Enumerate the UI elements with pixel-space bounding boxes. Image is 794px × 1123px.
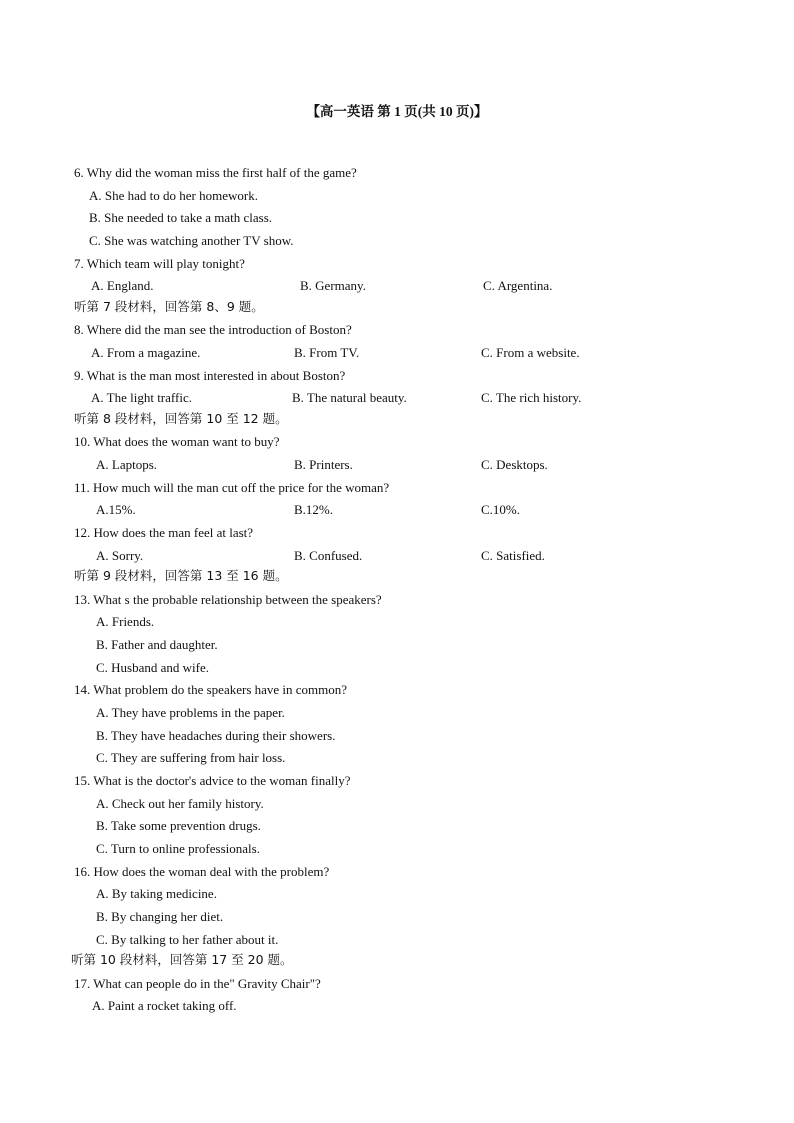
question-11-option-a: A.15%. [96,502,136,517]
question-11-option-c: C.10%. [481,502,520,517]
question-6-option-a: A. She had to do her homework. [89,188,258,203]
question-12-option-b: B. Confused. [294,548,363,563]
question-12-option-a: A. Sorry. [96,548,144,563]
section-8-heading: 听第 8 段材料，回答第 10 至 12 题。 [74,411,288,426]
question-7-option-b: B. Germany. [300,278,366,293]
question-17-option-a: A. Paint a rocket taking off. [92,998,237,1013]
question-16-option-c: C. By talking to her father about it. [96,932,279,947]
question-8-option-c: C. From a website. [481,345,580,360]
question-9-option-b: B. The natural beauty. [292,390,407,405]
question-7: 7. Which team will play tonight? [74,256,245,271]
question-9-option-c: C. The rich history. [481,390,582,405]
section-10-heading: 听第 10 段材料，回答第 17 至 20 题。 [71,952,293,967]
question-13-option-a: A. Friends. [96,614,155,629]
question-7-option-c: C. Argentina. [483,278,553,293]
question-12-option-c: C. Satisfied. [481,548,545,563]
question-15-option-c: C. Turn to online professionals. [96,841,260,856]
question-13-option-b: B. Father and daughter. [96,637,218,652]
question-6-option-b: B. She needed to take a math class. [89,210,273,225]
question-6: 6. Why did the woman miss the first half of the game? [74,165,357,180]
question-8-option-b: B. From TV. [294,345,360,360]
question-13: 13. What s the probable relationship between the speakers? [74,592,382,607]
question-6-option-c: C. She was watching another TV show. [89,233,294,248]
question-13-option-c: C. Husband and wife. [96,660,210,675]
question-16-option-a: A. By taking medicine. [96,886,217,901]
question-15-option-b: B. Take some prevention drugs. [96,818,261,833]
question-9-option-a: A. The light traffic. [91,390,192,405]
question-7-option-a: A. England. [91,278,154,293]
question-10-option-b: B. Printers. [294,457,353,472]
question-8-option-a: A. From a magazine. [91,345,201,360]
question-11-option-b: B.12%. [294,502,333,517]
question-16-option-b: B. By changing her diet. [96,909,224,924]
question-12: 12. How does the man feel at last? [74,525,254,540]
question-14-option-a: A. They have problems in the paper. [96,705,285,720]
section-9-heading: 听第 9 段材料，回答第 13 至 16 题。 [74,568,288,583]
question-16: 16. How does the woman deal with the problem? [74,864,330,879]
question-9: 9. What is the man most interested in about Boston? [74,368,346,383]
question-15: 15. What is the doctor's advice to the woman finally? [74,773,351,788]
page-header: 【高一英语 第 1 页(共 10 页)】 [306,104,488,119]
question-15-option-a: A. Check out her family history. [96,796,264,811]
question-11: 11. How much will the man cut off the price for the woman? [74,480,390,495]
question-14-option-c: C. They are suffering from hair loss. [96,750,286,765]
question-14-option-b: B. They have headaches during their showers. [96,728,336,743]
section-7-heading: 听第 7 段材料，回答第 8、9 题。 [74,299,264,314]
question-10: 10. What does the woman want to buy? [74,434,280,449]
question-17: 17. What can people do in the" Gravity Chair"? [74,976,321,991]
question-10-option-c: C. Desktops. [481,457,548,472]
question-8: 8. Where did the man see the introduction of Boston? [74,322,352,337]
question-10-option-a: A. Laptops. [96,457,158,472]
question-14: 14. What problem do the speakers have in common? [74,682,348,697]
